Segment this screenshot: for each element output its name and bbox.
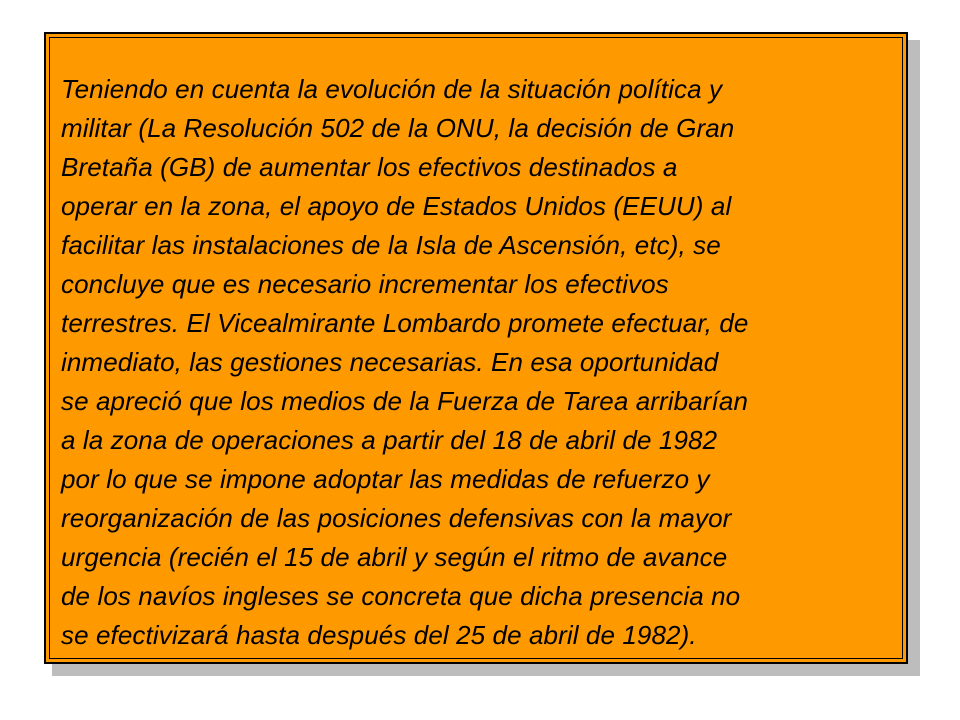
paragraph-line-7: terrestres. El Vicealmirante Lombardo promete efectuar, de: [61, 308, 749, 338]
paragraph-line-13: urgencia (recién el 15 de abril y según el ritmo de avance: [61, 542, 728, 572]
paragraph-line-4: operar en la zona, el apoyo de Estados Unidos (EEUU) al: [61, 191, 732, 221]
paragraph-line-15: se efectivizará hasta después del 25 de abril de 1982).: [61, 620, 697, 650]
paragraph-line-14: de los navíos ingleses se concreta que dicha presencia no: [61, 581, 741, 611]
paragraph-line-3: Bretaña (GB) de aumentar los efectivos destinados a: [61, 152, 678, 182]
paragraph-line-2: militar (La Resolución 502 de la ONU, la decisión de Gran: [61, 113, 735, 143]
body-paragraph: [61, 70, 907, 655]
paragraph-line-6: concluye que es necesario incrementar los efectivos: [61, 269, 669, 299]
paragraph-line-12: reorganización de las posiciones defensivas con la mayor: [61, 503, 732, 533]
text-box: [44, 32, 908, 664]
paragraph-line-8: inmediato, las gestiones necesarias. En esa oportunidad: [61, 347, 719, 377]
paragraph-line-11: por lo que se impone adoptar las medidas de refuerzo y: [61, 464, 710, 494]
paragraph-line-9: se apreció que los medios de la Fuerza de Tarea arribarían: [61, 386, 749, 416]
paragraph-line-5: facilitar las instalaciones de la Isla de Ascensión, etc), se: [61, 230, 721, 260]
paragraph-line-1: Teniendo en cuenta la evolución de la situación política y: [61, 74, 723, 104]
paragraph-line-10: a la zona de operaciones a partir del 18 de abril de 1982: [61, 425, 718, 455]
